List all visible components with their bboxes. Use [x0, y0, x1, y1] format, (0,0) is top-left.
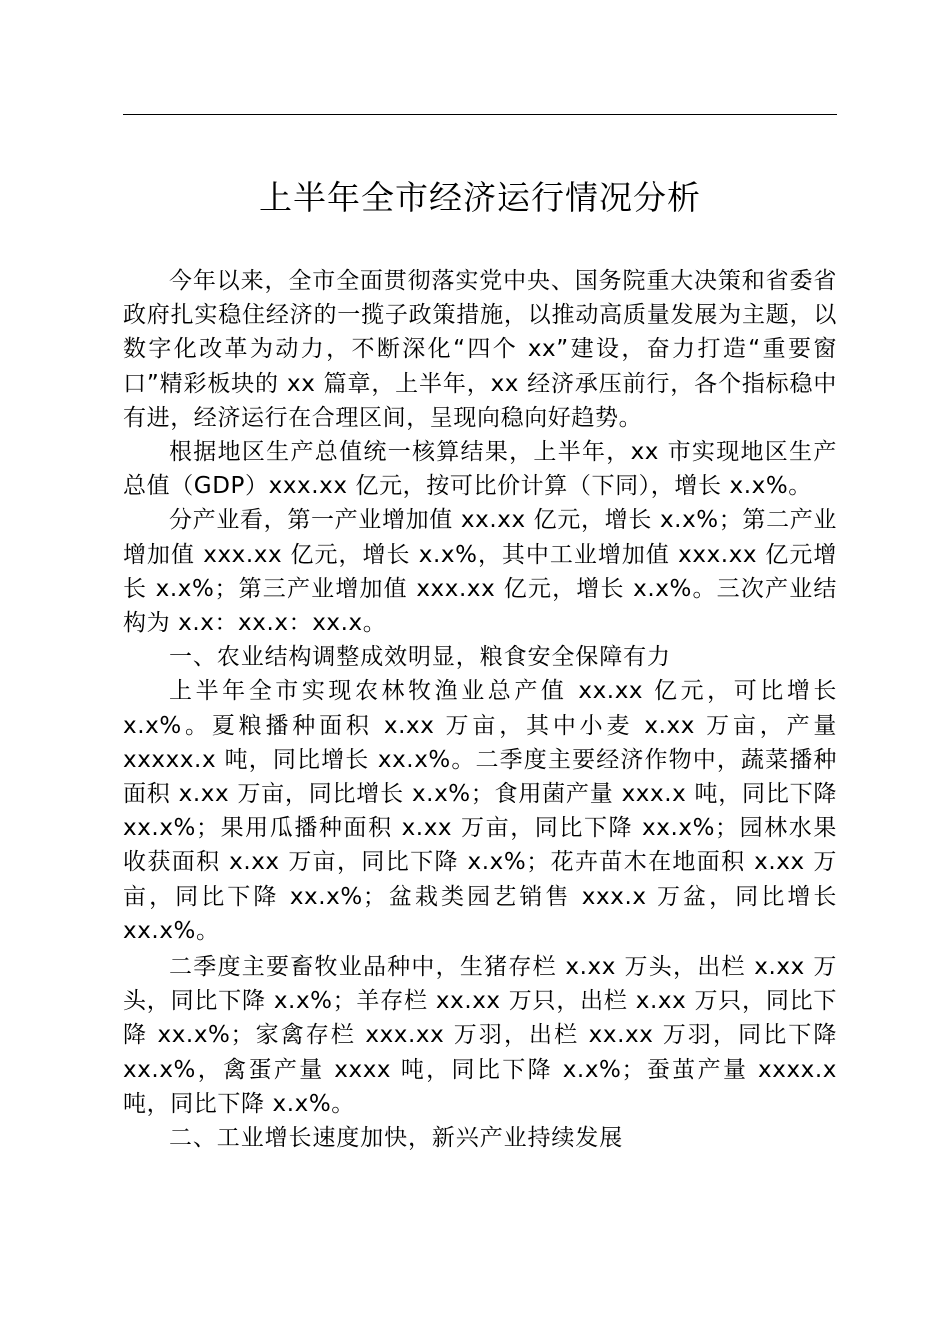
document-title: 上半年全市经济运行情况分析 [259, 178, 701, 217]
paragraph-livestock: 二季度主要畜牧业品种中，生猪存栏 x.xx 万头，出栏 x.xx 万头，同比下降 x.x%；羊存栏 xx.xx 万只，出栏 x.xx 万只，同比下降 xx.x%；家禽存栏 xxx.xx 万羽，出栏 xx.xx 万羽，同比下降 xx.x%，禽蛋产量 xxxx 吨，同比下降 x.x%；蚕茧产量 xxxx.x 吨，同比下降 x.x%。 [123, 954, 837, 1117]
paragraph-industry-breakdown: 分产业看，第一产业增加值 xx.xx 亿元，增长 x.x%；第二产业增加值 xxx.xx 亿元，增长 x.x%，其中工业增加值 xxx.xx 亿元增长 x.x%；第三产业增加值 xxx.xx 亿元，增长 x.x%。三次产业结构为 x.x：xx.x：xx.x。 [123, 507, 837, 637]
paragraph-agriculture: 上半年全市实现农林牧渔业总产值 xx.xx 亿元，可比增长 x.x%。夏粮播种面积 x.xx 万亩，其中小麦 x.xx 万亩，产量 xxxxx.x 吨，同比增长 xx.x%。二季度主要经济作物中，蔬菜播种面积 x.xx 万亩，同比增长 x.x%；食用菌产量 xxx.x 吨，同比下降 xx.x%；果用瓜播种面积 x.xx 万亩，同比下降 xx.x%；园林水果收获面积 x.xx 万亩，同比下降 x.x%；花卉苗木在地面积 x.xx 万亩，同比下降 xx.x%；盆栽类园艺销售 xxx.x 万盆，同比增长 xx.x%。 [123, 678, 837, 944]
paragraph-gdp: 根据地区生产总值统一核算结果，上半年，xx 市实现地区生产总值（GDP）xxx.xx 亿元，按可比价计算（下同），增长 x.x%。 [123, 439, 837, 500]
header-rule [123, 114, 837, 115]
paragraph-intro: 今年以来，全市全面贯彻落实党中央、国务院重大决策和省委省政府扎实稳住经济的一揽子政策措施，以推动高质量发展为主题，以数字化改革为动力，不断深化“四个 xx”建设，奋力打造“重要窗口”精彩板块的 xx 篇章，上半年，xx 经济承压前行，各个指标稳中有进，经济运行在合理区间，呈现向稳向好趋势。 [123, 268, 837, 431]
section-heading-industry: 二、工业增长速度加快，新兴产业持续发展 [169, 1125, 624, 1152]
section-heading-agriculture: 一、农业结构调整成效明显，粮食安全保障有力 [169, 644, 671, 671]
document-body [123, 264, 837, 1155]
